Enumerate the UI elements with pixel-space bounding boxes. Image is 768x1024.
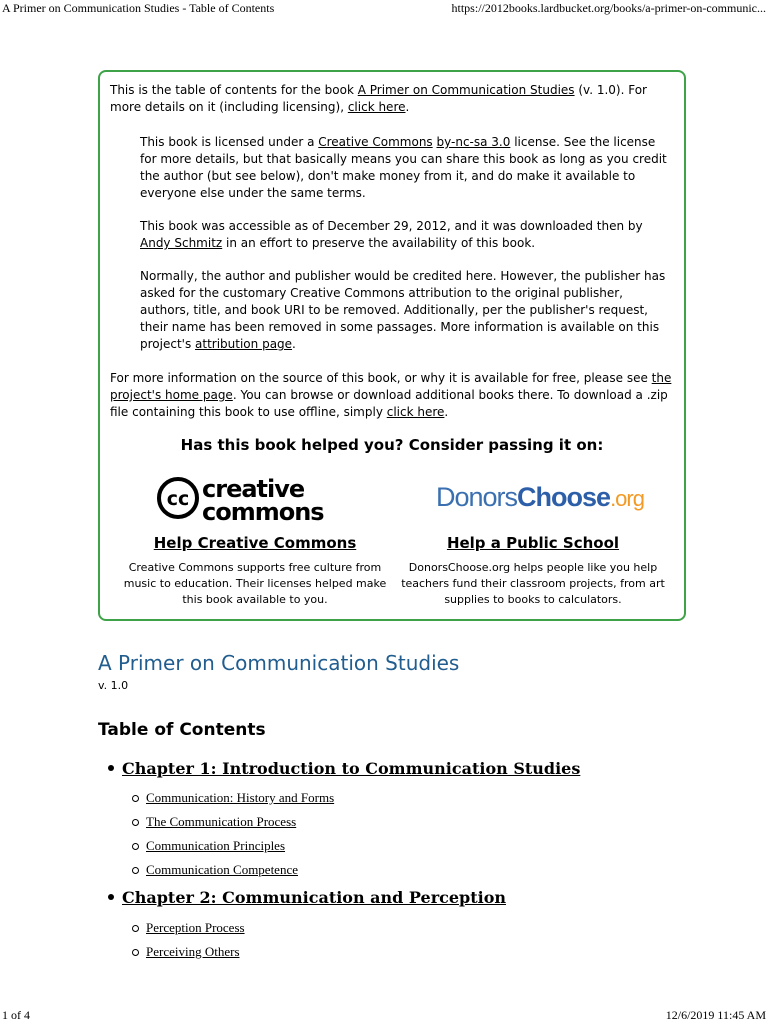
section-link[interactable]: The Communication Process [146, 814, 297, 829]
bullet-icon [108, 894, 114, 900]
more-info-paragraph [110, 370, 676, 421]
help-public-school-link[interactable]: Help a Public School [446, 534, 620, 552]
page-url: https://2012books.lardbucket.org/books/a-primer-on-communic... [451, 1, 766, 15]
creative-commons-logo[interactable] [156, 474, 352, 522]
more-text: For more information on the source of this book, or why it is available for free, please see [110, 371, 652, 385]
home-page-link[interactable]: the project's home page [110, 371, 672, 402]
circle-bullet-icon [132, 949, 139, 956]
section-link[interactable]: Communication: History and Forms [146, 790, 335, 805]
toc-heading: Table of Contents [98, 720, 266, 740]
circle-bullet-icon [132, 795, 139, 802]
intro-text: This is the table of contents for the book [110, 83, 358, 97]
attribution-page-link[interactable]: attribution page [195, 337, 293, 351]
creative-commons-link[interactable]: Creative Commons [318, 135, 433, 149]
chapter-2-link[interactable]: Chapter 2: Communication and Perception [122, 888, 507, 907]
andy-schmitz-link[interactable]: Andy Schmitz [140, 236, 223, 250]
section-link[interactable]: Communication Principles [146, 838, 286, 853]
access-text: This book was accessible as of December 29, 2012, and it was downloaded then by [140, 219, 643, 233]
section-item[interactable] [132, 838, 285, 854]
attribution-text: . [292, 337, 296, 351]
license-text: This book is licensed under a [140, 135, 319, 149]
intro-text: . [405, 100, 410, 114]
print-footer [0, 1006, 768, 1024]
circle-bullet-icon [132, 925, 139, 932]
dc-logo-part: Choose [517, 482, 611, 512]
pass-it-on-heading: Has this book helped you? Consider passing it on: [180, 436, 604, 454]
donorschoose-logo[interactable] [436, 482, 644, 512]
creative-commons-description: Creative Commons supports free culture from music to education. Their licenses helped make this book available to you. [123, 561, 387, 606]
help-creative-commons-link[interactable]: Help Creative Commons [153, 534, 357, 552]
dc-logo-part: .org [610, 486, 644, 511]
page-title: A Primer on Communication Studies - Table of Contents [2, 1, 275, 15]
details-click-here-link[interactable]: click here [347, 100, 406, 114]
help-creative-commons-column [120, 532, 390, 608]
more-text: . [444, 405, 449, 419]
attribution-text: Normally, the author and publisher would be credited here. However, the publisher has asked for the customary Creative Commons attribution to the original publisher, authors, title, and book URI to be removed. Additionally, per the publisher's request, their name has been removed in some passages. More information is available on this project's [140, 269, 666, 351]
svg-text:commons: commons [202, 498, 324, 522]
intro-paragraph [110, 82, 676, 116]
section-item[interactable] [132, 944, 240, 960]
circle-bullet-icon [132, 819, 139, 826]
chapter-1-link[interactable]: Chapter 1: Introduction to Communication Studies [122, 759, 581, 778]
section-link[interactable]: Communication Competence [146, 862, 298, 877]
book-version: v. 1.0 [98, 679, 129, 692]
chapter-item[interactable] [108, 759, 580, 778]
section-item[interactable] [132, 790, 334, 806]
chapter-item[interactable] [108, 888, 506, 907]
by-nc-sa-link[interactable]: by-nc-sa 3.0 [436, 135, 511, 149]
section-item[interactable] [132, 814, 296, 830]
license-paragraph [140, 134, 668, 202]
svg-text:cc: cc [166, 488, 190, 510]
section-item[interactable] [132, 862, 298, 878]
section-item[interactable] [132, 920, 245, 936]
download-click-here-link[interactable]: click here [386, 405, 445, 419]
more-text: . You can browse or download additional books there. To download a .zip file containing this book to use offline, simply [110, 388, 668, 419]
book-title: A Primer on Communication Studies [98, 651, 460, 675]
page-count: 1 of 4 [2, 1008, 30, 1022]
accessibility-paragraph [140, 218, 668, 252]
book-link[interactable]: A Primer on Communication Studies [357, 83, 575, 97]
access-text: in an effort to preserve the availability of this book. [222, 236, 536, 250]
donorschoose-description: DonorsChoose.org helps people like you help teachers fund their classroom projects, from art supplies to books to calculators. [401, 561, 665, 606]
attribution-paragraph [140, 268, 668, 353]
license-text: license. See the license for more details, but that basically means you can share this book as long as you credit the author (but see below), don't make money from it, and do make it available to everyone else under the same terms. [140, 135, 667, 200]
bullet-icon [108, 765, 114, 771]
print-header [0, 0, 768, 16]
circle-bullet-icon [132, 867, 139, 874]
license-notice-box [98, 70, 686, 621]
dc-logo-part: Donors [436, 482, 518, 512]
svg-text:creative: creative [202, 475, 305, 503]
help-school-column [398, 532, 668, 608]
section-link[interactable]: Perceiving Others [146, 944, 240, 959]
circle-bullet-icon [132, 843, 139, 850]
print-datetime: 12/6/2019 11:45 AM [665, 1008, 766, 1022]
section-link[interactable]: Perception Process [146, 920, 245, 935]
intro-text: (v. 1.0). For more details on it (including licensing), [110, 83, 647, 114]
